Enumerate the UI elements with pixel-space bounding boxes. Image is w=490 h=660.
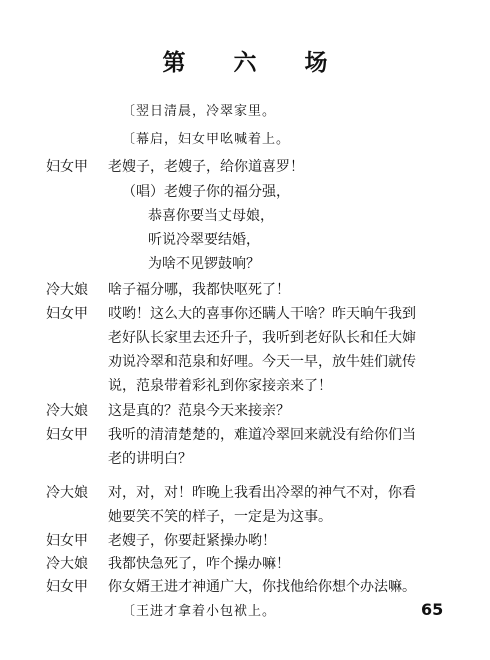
song-line: 听说冷翠要结婚， <box>148 232 260 248</box>
dialogue-line: 老嫂子，老嫂子，给你道喜罗！ <box>108 159 304 175</box>
stage-direction-entrance: 〔王进才拿着小包袱上。 <box>122 604 277 619</box>
speaker-label: 妇女甲 <box>46 579 88 595</box>
dialogue-line: 这是真的？范泉今天来接亲？ <box>108 403 290 419</box>
speaker-label: 冷大娘 <box>46 485 88 501</box>
dialogue-line: 你女婿王进才神通广大，你找他给你想个办法嘛。 <box>108 579 416 595</box>
dialogue-line: 哎哟！这么大的喜事你还瞒人干啥？昨天晌午我到 <box>108 306 416 322</box>
dialogue-line: 我听的清清楚楚的，难道冷翠回来就没有给你们当 <box>108 427 416 443</box>
dialogue-line: 劝说冷翠和范泉和好哩。今天一早，放牛娃们就传 <box>108 354 416 370</box>
dialogue-line: 老嫂子，你要赶紧操办哟！ <box>108 533 276 549</box>
dialogue-line: 说，范泉带着彩礼到你家接亲来了！ <box>108 378 332 394</box>
speaker-label: 妇女甲 <box>46 306 88 322</box>
page-number: 65 <box>421 600 444 619</box>
speaker-label: 冷大娘 <box>46 282 88 298</box>
dialogue-line: 老的讲明白？ <box>108 451 192 467</box>
speaker-label: 冷大娘 <box>46 403 88 419</box>
speaker-label: 冷大娘 <box>46 556 88 572</box>
speaker-label: 妇女甲 <box>46 533 88 549</box>
dialogue-line: 她要笑不笑的样子，一定是为这事。 <box>108 509 332 525</box>
stage-direction-curtain: 〔幕启，妇女甲吆喊着上。 <box>122 132 291 147</box>
dialogue-line: 老好队长家里去还升子，我听到老好队长和任大婶 <box>108 330 416 346</box>
speaker-label: 妇女甲 <box>46 159 88 175</box>
song-line: 为啥不见锣鼓响？ <box>148 256 260 272</box>
speaker-label: 妇女甲 <box>46 427 88 443</box>
stage-direction-opening: 〔翌日清晨，冷翠家里。 <box>122 104 277 119</box>
dialogue-line: 啥子福分哪，我都快呕死了！ <box>108 282 290 298</box>
song-line: 恭喜你要当丈母娘， <box>148 208 274 224</box>
song-line: （唱）老嫂子你的福分强， <box>122 184 290 200</box>
dialogue-line: 对，对，对！昨晚上我看出冷翠的神气不对，你看 <box>108 485 416 501</box>
scene-title: 第 六 场 <box>162 49 348 76</box>
dialogue-line: 我都快急死了，咋个操办嘛！ <box>108 556 290 572</box>
